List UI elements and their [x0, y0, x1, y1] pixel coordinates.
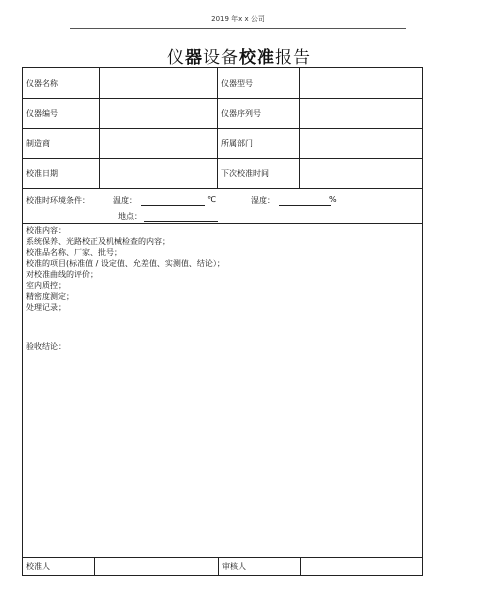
content-line: 校准内容： — [26, 226, 66, 235]
field-calibrator[interactable] — [94, 558, 218, 575]
location-field[interactable] — [144, 221, 218, 222]
temperature-unit: ℃ — [207, 195, 216, 204]
field-instrument-model[interactable] — [299, 68, 422, 98]
label-serial-number: 仪器序列号 — [217, 99, 299, 128]
label-manufacturer: 制造商 — [26, 139, 50, 148]
form-row-4 — [23, 159, 422, 189]
form-row-3 — [23, 129, 422, 159]
acceptance-conclusion-label: 验收结论： — [26, 342, 66, 351]
label-calibration-date: 校准日期 — [26, 169, 58, 178]
content-line: 系统保养、光路校正及机械检查的内容； — [26, 237, 170, 246]
label-instrument-name: 仪器名称 — [26, 78, 58, 88]
content-line: 校准品名称、厂家、批号； — [26, 248, 122, 257]
content-line: 室内质控； — [26, 281, 66, 290]
location-label: 地点： — [118, 212, 142, 221]
document-title — [0, 43, 478, 68]
calibration-content — [26, 225, 225, 352]
environment-label: 校准时环境条件： — [26, 196, 90, 205]
field-instrument-number[interactable] — [99, 99, 217, 128]
form-row-1 — [23, 68, 422, 99]
field-manufacturer[interactable] — [99, 129, 217, 158]
signature-row — [23, 557, 422, 575]
content-line: 精密度测定； — [26, 292, 74, 301]
title-part-3: 设备 — [203, 48, 239, 68]
field-reviewer[interactable] — [300, 558, 422, 575]
title-part-2: 器 — [185, 48, 203, 68]
humidity-unit: % — [329, 195, 337, 204]
temperature-label: 温度： — [113, 196, 137, 205]
temperature-field[interactable] — [141, 205, 205, 206]
field-instrument-name[interactable] — [99, 68, 217, 98]
humidity-field[interactable] — [279, 205, 331, 206]
label-calibrator: 校准人 — [26, 562, 50, 571]
form-row-2 — [23, 99, 422, 129]
page-header: 2019 年x x 公司 — [70, 14, 406, 29]
field-calibration-date[interactable] — [99, 159, 217, 188]
label-next-calibration: 下次校准时间 — [217, 159, 299, 188]
label-reviewer: 审核人 — [218, 558, 300, 575]
title-part-4: 校准 — [239, 48, 275, 68]
label-instrument-number: 仪器编号 — [26, 109, 58, 118]
field-department[interactable] — [299, 129, 422, 158]
title-part-1: 仪 — [167, 48, 185, 68]
field-serial-number[interactable] — [299, 99, 422, 128]
humidity-label: 湿度： — [251, 196, 275, 205]
content-line: 对校准曲线的评价； — [26, 270, 98, 279]
field-next-calibration[interactable] — [299, 159, 422, 188]
title-part-5: 报告 — [275, 48, 311, 68]
label-department: 所属部门 — [217, 129, 299, 158]
content-line: 处理记录； — [26, 303, 66, 312]
content-line: 校准的项目(标准值 / 设定值、允差值、实测值、结论）； — [26, 259, 225, 268]
calibration-form — [22, 67, 423, 576]
label-instrument-model: 仪器型号 — [217, 68, 299, 98]
environment-row — [23, 189, 422, 224]
